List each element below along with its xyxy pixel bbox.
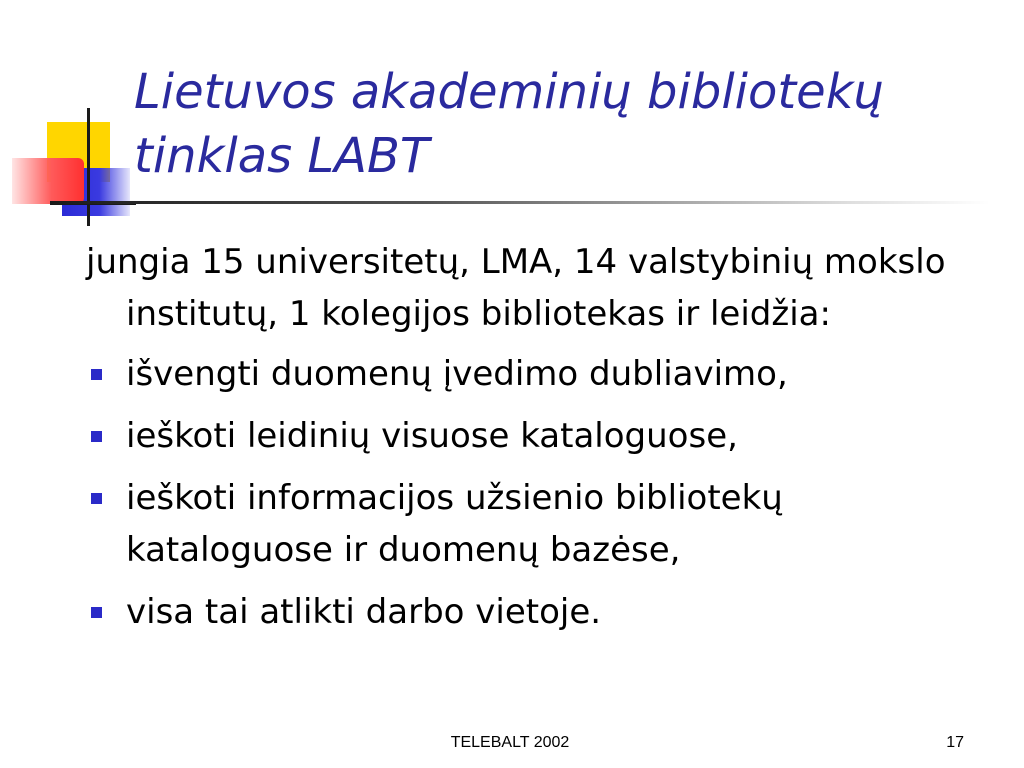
bullet-text: ieškoti informacijos užsienio bibliotekų kataloguose ir duomenų bazėse,: [126, 478, 783, 570]
bullet-text: išvengti duomenų įvedimo dubliavimo,: [126, 354, 788, 394]
logo-vertical-line: [87, 108, 90, 226]
list-item: [86, 410, 986, 462]
slide-body: [86, 236, 986, 648]
bullet-text: ieškoti leidinių visuose kataloguose,: [126, 416, 738, 456]
title-divider: [50, 201, 990, 204]
footer-text: TELEBALT 2002: [450, 734, 570, 751]
list-item: [86, 348, 986, 400]
bullet-text: visa tai atlikti darbo vietoje.: [126, 592, 602, 632]
slide-title: Lietuvos akademinių bibliotekų tinklas LABT: [134, 64, 884, 184]
square-bullet-icon: [91, 493, 102, 504]
red-square: [12, 158, 84, 204]
square-bullet-icon: [91, 431, 102, 442]
page-number: 17: [946, 734, 964, 751]
bullet-list: [86, 348, 986, 638]
square-bullet-icon: [91, 369, 102, 380]
list-item: [86, 586, 986, 638]
square-bullet-icon: [91, 607, 102, 618]
colored-squares-logo-icon: [0, 0, 150, 240]
intro-text: jungia 15 universitetų, LMA, 14 valstybinių mokslo institutų, 1 kolegijos bibliotekas ir leidžia:: [86, 242, 946, 334]
list-item: [86, 472, 986, 576]
